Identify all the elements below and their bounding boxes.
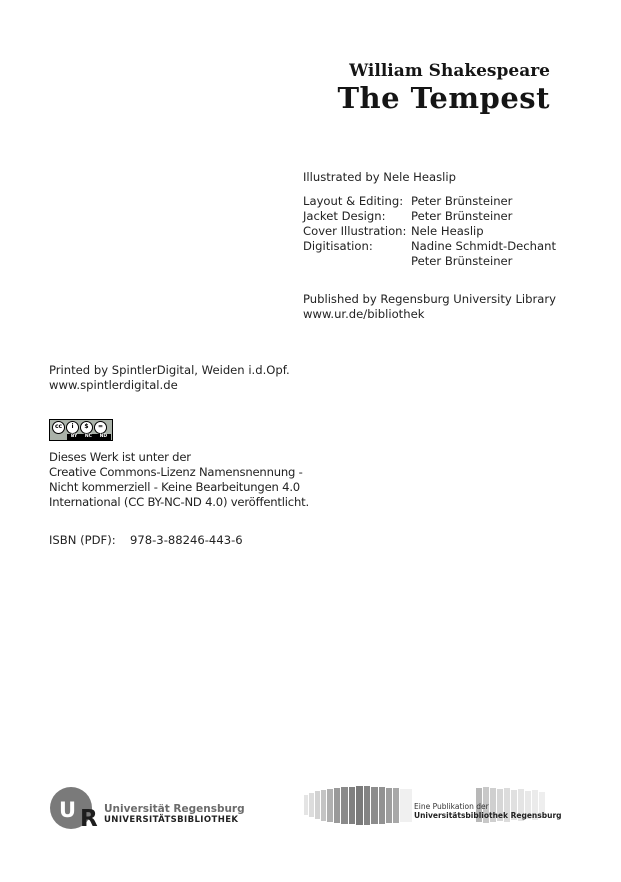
svg-text:R: R [80,806,98,830]
isbn-value: 978-3-88246-443-6 [130,533,243,547]
title-block [337,60,550,114]
noderivatives-icon: = [94,421,107,434]
noncommercial-icon: $ [80,421,93,434]
license-line: Dieses Werk ist unter der [49,450,191,464]
publisher-block [303,292,556,322]
credit-value: Peter Brünsteiner [411,254,513,268]
ur-name: Universität Regensburg [104,803,245,815]
credit-row [303,239,556,269]
printer-url[interactable]: www.spintlerdigital.de [49,378,178,392]
publisher-url[interactable]: www.ur.de/bibliothek [303,307,425,321]
license-line: International (CC BY-NC-ND 4.0) veröffentlicht. [49,495,309,509]
credits-table [303,194,556,269]
credit-label: Cover Illustration: [303,224,407,238]
credit-row [303,224,556,239]
license-text [49,450,309,510]
cc-term: NC [84,434,92,439]
credit-row [303,194,556,209]
publication-line: Eine Publikation der [414,802,489,811]
printer-line: Printed by SpintlerDigital, Weiden i.d.Opf. [49,363,290,377]
credit-value: Nadine Schmidt-Dechant [411,239,556,253]
credit-label: Layout & Editing: [303,194,404,208]
book-title: The Tempest [337,81,550,115]
credit-value: Peter Brünsteiner [411,194,513,208]
author-name: William Shakespeare [349,61,550,81]
cc-term: BY [70,434,78,439]
publisher-line: Published by Regensburg University Library [303,292,556,306]
cc-license-badge[interactable] [49,419,113,441]
cc-icon: cc [52,421,65,434]
license-line: Creative Commons-Lizenz Namensnennung - [49,465,303,479]
printer-block [49,363,290,393]
cc-term: ND [99,434,108,439]
isbn-block [49,533,243,548]
credit-label: Digitisation: [303,239,373,253]
ur-logo-icon [49,786,105,830]
ur-library-name: UNIVERSITÄTSBIBLIOTHEK [104,815,239,825]
isbn-label: ISBN (PDF): [49,533,116,547]
credit-value: Peter Brünsteiner [411,209,513,223]
illustrated-by: Illustrated by Nele Heaslip [303,170,456,184]
by-attribution-icon: i [66,421,79,434]
credit-label: Jacket Design: [303,209,386,223]
credit-row [303,209,556,224]
svg-text:U: U [59,798,77,822]
credit-value: Nele Heaslip [411,224,484,238]
publication-library: Universitätsbibliothek Regensburg [414,811,562,820]
license-line: Nicht kommerziell - Keine Bearbeitungen 4.0 [49,480,300,494]
